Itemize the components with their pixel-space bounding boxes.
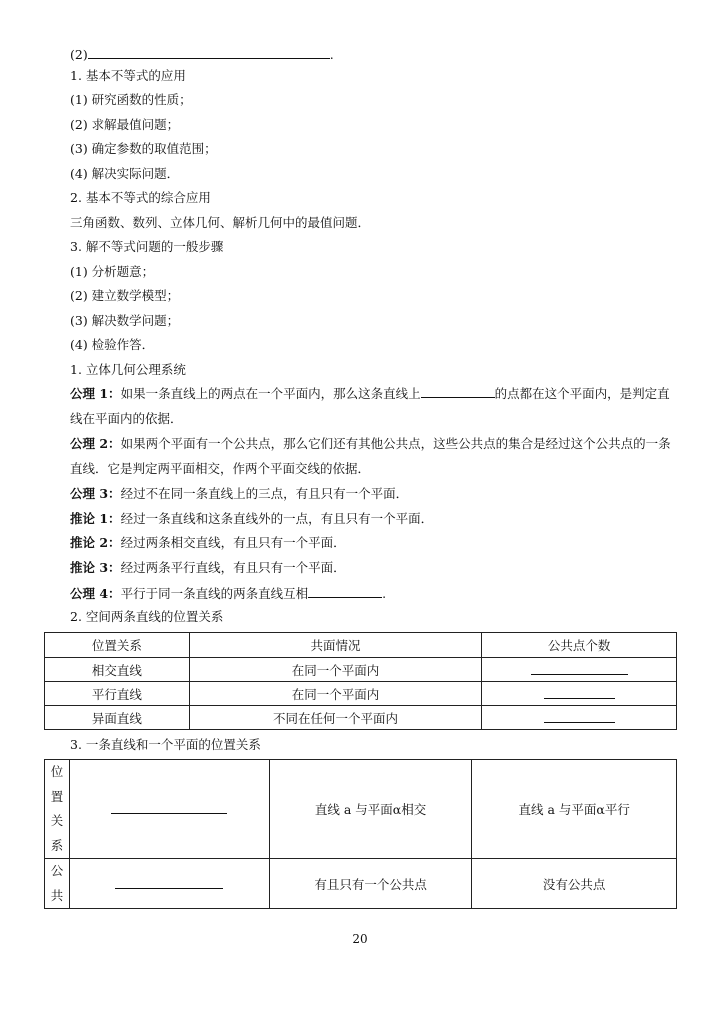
axiom-label: 公理 1： <box>70 386 121 401</box>
corollary-2: 推论 2：经过两条相交直线，有且只有一个平面． <box>70 535 346 550</box>
table-header: 位置关系 <box>45 633 190 658</box>
corollary-1: 推论 1：经过一条直线和这条直线外的一点，有且只有一个平面． <box>70 511 434 526</box>
table-cell: 在同一个平面内 <box>189 658 481 682</box>
table-cell: 不同在任何一个平面内 <box>189 706 481 730</box>
fill-blank <box>531 662 628 675</box>
section-heading: 3. 解不等式问题的一般步骤 <box>70 239 224 254</box>
list-item: (4) 解决实际问题． <box>70 166 180 181</box>
table-cell: 异面直线 <box>45 706 190 730</box>
fill-blank <box>111 801 227 814</box>
fill-blank <box>88 44 330 59</box>
page-number: 20 <box>352 932 368 946</box>
table-cell <box>482 658 677 682</box>
table-cell: 相交直线 <box>45 658 190 682</box>
section-heading: 2. 基本不等式的综合应用 <box>70 190 211 205</box>
table-row <box>45 859 677 909</box>
top-item: (2) . <box>70 44 334 64</box>
table-cell: 直线 a 与平面α平行 <box>472 760 677 859</box>
paragraph: 三角函数、数列、立体几何、解析几何中的最值问题． <box>70 215 371 230</box>
list-item: (2) 建立数学模型； <box>70 288 180 303</box>
axiom-3: 公理 3：经过不在同一条直线上的三点，有且只有一个平面． <box>70 486 409 501</box>
section-heading: 1. 基本不等式的应用 <box>70 68 186 83</box>
line-plane-relation-table <box>44 759 677 909</box>
table-cell: 平行直线 <box>45 682 190 706</box>
table-header-row <box>45 633 677 658</box>
top-item-label: (2) <box>70 47 88 62</box>
section-heading: 1. 立体几何公理系统 <box>70 362 186 377</box>
table-cell <box>482 706 677 730</box>
list-item: (3) 确定参数的取值范围； <box>70 141 217 156</box>
row-header: 位 置 关 系 <box>45 760 70 859</box>
axiom-label: 公理 2： <box>70 436 121 451</box>
lines-relation-table <box>44 632 677 730</box>
fill-blank <box>308 583 382 598</box>
table-cell <box>69 859 269 909</box>
list-item: (4) 检验作答． <box>70 337 155 352</box>
corollary-3: 推论 3：经过两条平行直线，有且只有一个平面． <box>70 560 346 575</box>
table-header: 共面情况 <box>189 633 481 658</box>
fill-blank <box>544 710 615 723</box>
table-cell: 有且只有一个公共点 <box>269 859 472 909</box>
table-cell: 直线 a 与平面α相交 <box>269 760 472 859</box>
axiom-4: 公理 4：平行于同一条直线的两条直线互相 . <box>70 583 386 603</box>
table-header: 公共点个数 <box>482 633 677 658</box>
list-item: (1) 研究函数的性质； <box>70 92 192 107</box>
list-item: (2) 求解最值问题； <box>70 117 180 132</box>
table-row <box>45 658 677 682</box>
table-cell <box>69 760 269 859</box>
fill-blank <box>115 876 223 889</box>
fill-blank <box>421 383 495 398</box>
table-row <box>45 682 677 706</box>
table-row <box>45 760 677 859</box>
list-item: (1) 分析题意； <box>70 264 155 279</box>
section-heading: 2. 空间两条直线的位置关系 <box>70 609 224 624</box>
list-item: (3) 解决数学问题； <box>70 313 180 328</box>
table-cell: 在同一个平面内 <box>189 682 481 706</box>
table-cell: 没有公共点 <box>472 859 677 909</box>
section-heading: 3. 一条直线和一个平面的位置关系 <box>70 737 261 752</box>
row-header: 公 共 <box>45 859 70 909</box>
fill-blank <box>544 686 615 699</box>
table-row <box>45 706 677 730</box>
axiom-2: 公理 2：如果两个平面有一个公共点，那么它们还有其他公共点，这些公共点的集合是经过这个公共点的一条直线．它是判定两平面相交，作两个平面交线的依据． <box>70 436 671 476</box>
axiom-1: 公理 1：如果一条直线上的两点在一个平面内，那么这条直线上 的点都在这个平面内，是判定直线在平面内的依据． <box>45 382 675 431</box>
table-cell <box>482 682 677 706</box>
